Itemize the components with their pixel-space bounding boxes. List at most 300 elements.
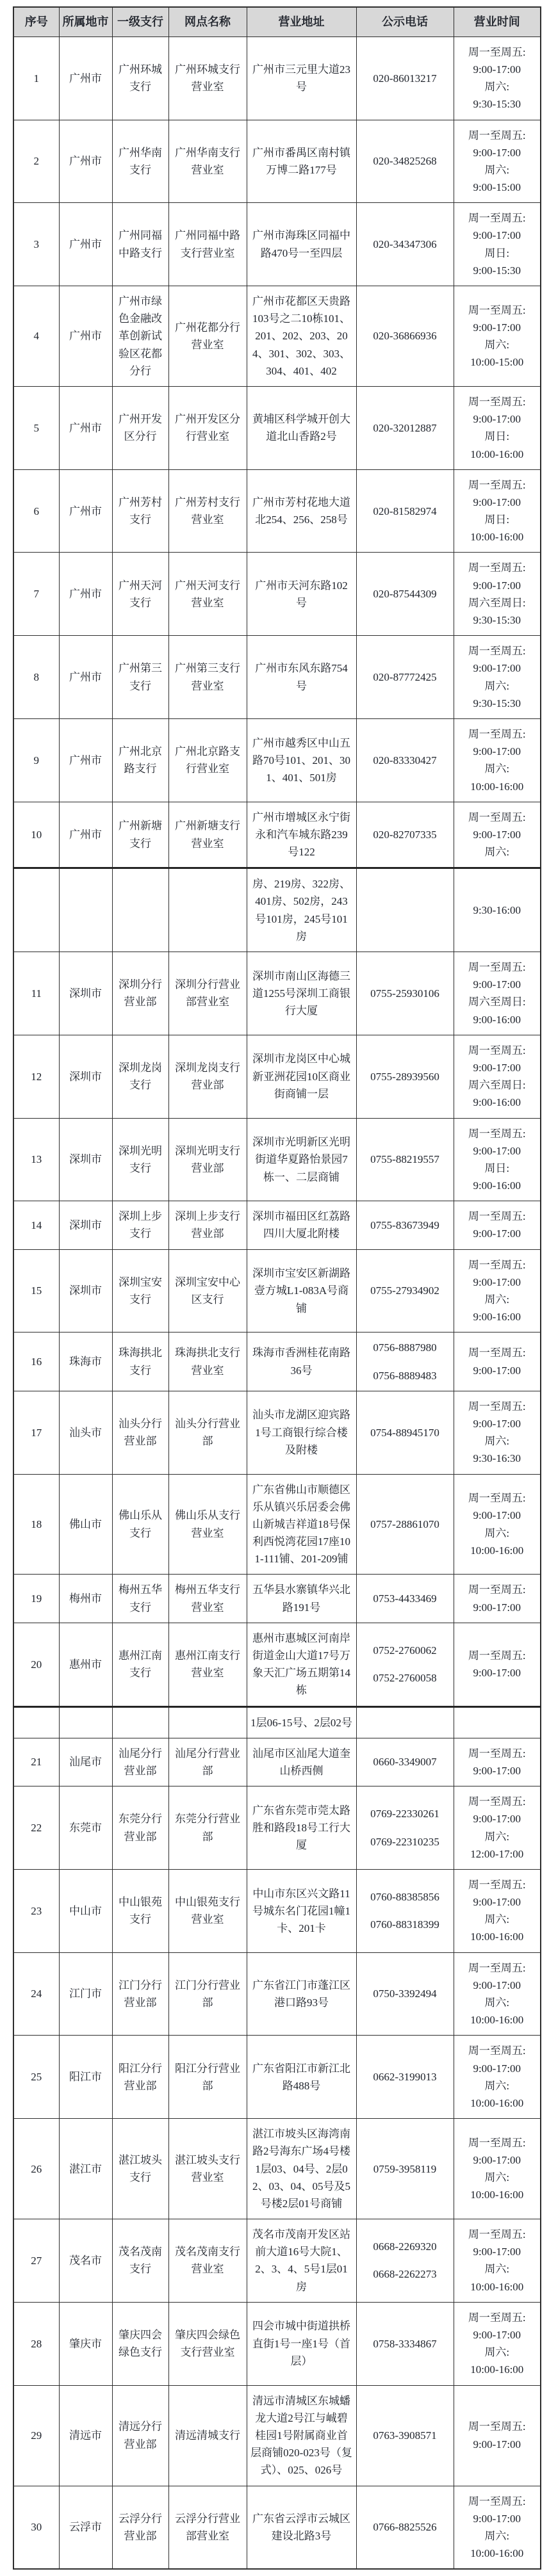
cell-phone	[356, 2119, 454, 2219]
table-row	[13, 286, 541, 387]
cell-branch: 茂名茂南支行	[112, 2219, 168, 2303]
table-row	[13, 636, 541, 719]
cell-city: 广州市	[59, 469, 112, 553]
hours-line: 9:00-15:00	[473, 181, 521, 194]
table-row	[13, 2486, 541, 2569]
hours-line: 9:00-15:30	[473, 264, 521, 277]
cell-address: 茂名市茂南开发区站前大道16号大院1、2、3、4、5号1层01房	[247, 2219, 356, 2303]
hours-line: 周一至周五:	[468, 2045, 526, 2057]
hours-line: 周一至周五:	[468, 2420, 526, 2433]
hours-line: 10:00-16:00	[470, 2280, 524, 2293]
cell-hours	[454, 469, 541, 553]
hours-line: 10:00-16:00	[470, 780, 524, 793]
hours-line: 周一至周五:	[468, 2311, 526, 2324]
hours-line: 周六:	[484, 81, 510, 93]
cell-outlet: 中山银苑支行营业室	[168, 1869, 247, 1952]
cell-city: 深圳市	[59, 952, 112, 1035]
table-row	[13, 1118, 541, 1201]
cell-address: 广东省阳江市新江北路488号	[247, 2036, 356, 2119]
hours-line: 周一至周五:	[468, 1795, 526, 1808]
cell-address: 广州市东风东路754号	[247, 636, 356, 719]
cell-phone	[356, 868, 454, 952]
cell-city: 广州市	[59, 386, 112, 469]
phone-number: 0759-3958119	[373, 2162, 437, 2175]
cell-outlet: 珠海拱北支行营业室	[168, 1333, 247, 1391]
table-row	[13, 1575, 541, 1623]
phone-number: 0754-88945170	[370, 1426, 439, 1439]
header-row	[13, 7, 541, 36]
phone-number: 020-32012887	[373, 421, 437, 434]
cell-city: 深圳市	[59, 1118, 112, 1201]
cell-branch: 肇庆四会绿色支行	[112, 2302, 168, 2385]
cell-outlet: 广州新塘支行营业室	[168, 802, 247, 868]
cell-branch: 广州天河支行	[112, 553, 168, 636]
phone-number: 0755-28939560	[370, 1070, 439, 1083]
cell-outlet: 茂名茂南支行营业室	[168, 2219, 247, 2303]
cell-no: 30	[13, 2486, 59, 2569]
hours-line: 9:00-17:00	[473, 2438, 521, 2450]
phone-number: 020-82707335	[373, 828, 437, 841]
cell-phone	[356, 1738, 454, 1786]
phone-number: 020-86013217	[373, 72, 437, 85]
cell-branch: 汕头分行营业部	[112, 1391, 168, 1474]
cell-hours	[454, 718, 541, 802]
cell-outlet: 东莞分行营业部	[168, 1786, 247, 1870]
hours-line: 9:00-17:00	[473, 579, 521, 592]
cell-branch: 深圳分行营业部	[112, 952, 168, 1035]
cell-no: 20	[13, 1623, 59, 1706]
cell-no: 13	[13, 1118, 59, 1201]
phone-number: 0769-22310235	[370, 1835, 439, 1848]
hours-line: 10:00-16:00	[470, 531, 524, 544]
cell-outlet: 广州同福中路支行营业室	[168, 203, 247, 286]
table-row	[13, 2385, 541, 2486]
cell-city: 珠海市	[59, 1333, 112, 1391]
hours-line: 9:00-16:00	[473, 1311, 521, 1324]
table-row	[13, 2119, 541, 2219]
phone-number: 0766-8825526	[373, 2521, 437, 2534]
cell-city: 汕尾市	[59, 1738, 112, 1786]
cell-address: 深圳市南山区海德三道1255号深圳工商银行大厦	[247, 952, 356, 1035]
hours-line: 9:00-16:00	[473, 1179, 521, 1192]
hours-line: 9:00-16:00	[473, 1013, 521, 1026]
cell-hours	[454, 1333, 541, 1391]
cell-city: 清远市	[59, 2385, 112, 2486]
cell-branch: 深圳上步支行	[112, 1201, 168, 1249]
hours-line: 10:00-16:00	[470, 2363, 524, 2376]
hours-line: 10:00-15:00	[470, 356, 524, 369]
cell-phone	[356, 636, 454, 719]
cell-address: 清远市清城区东城蟠龙大道2号江与峸碧桂园1号附属商业首层商铺020-023号（复式）、025、026号	[247, 2385, 356, 2486]
hours-line: 9:00-17:00	[473, 321, 521, 334]
hours-line: 周一至周五:	[468, 1747, 526, 1760]
cell-hours	[454, 1738, 541, 1786]
cell-address: 广州市花都区天贵路103号之二10栋101、201、202、203、204、301、302、303、304、401、402	[247, 286, 356, 387]
hours-line: 9:00-17:00	[473, 1417, 521, 1430]
cell-branch: 湛江坡头支行	[112, 2119, 168, 2219]
table-row	[13, 1035, 541, 1118]
cell-branch: 汕尾分行营业部	[112, 1738, 168, 1786]
cell-hours	[454, 1869, 541, 1952]
table-body	[13, 36, 541, 2569]
cell-no: 1	[13, 36, 59, 120]
cell-city: 广州市	[59, 802, 112, 868]
cell-no: 29	[13, 2385, 59, 2486]
hours-line: 周一至周五:	[468, 478, 526, 491]
hours-line: 9:00-17:00	[473, 413, 521, 426]
cell-branch: 云浮分行营业部	[112, 2486, 168, 2569]
hours-line: 10:00-16:00	[470, 448, 524, 460]
cell-phone	[356, 469, 454, 553]
cell-outlet: 深圳龙岗支行营业部	[168, 1035, 247, 1118]
cell-city	[59, 1706, 112, 1738]
cell-branch: 广州市绿色金融改革创新试验区花都分行	[112, 286, 168, 387]
cell-hours	[454, 2119, 541, 2219]
hours-line: 周一至周五:	[468, 1347, 526, 1359]
cell-no: 5	[13, 386, 59, 469]
cell-branch: 广州环城支行	[112, 36, 168, 120]
hours-line: 9:00-17:00	[473, 2062, 521, 2075]
hours-line: 周一至周五:	[468, 562, 526, 574]
cell-no: 12	[13, 1035, 59, 1118]
cell-hours	[454, 1201, 541, 1249]
hours-line: 9:00-17:00	[473, 1896, 521, 1909]
cell-branch: 广州开发区分行	[112, 386, 168, 469]
cell-phone	[356, 2219, 454, 2303]
cell-phone	[356, 1201, 454, 1249]
hours-line: 周一至周五:	[468, 212, 526, 225]
hours-line: 9:30-15:30	[473, 614, 521, 627]
cell-no: 27	[13, 2219, 59, 2303]
phone-number: 020-81582974	[373, 505, 437, 517]
cell-no: 22	[13, 1786, 59, 1870]
column-header: 营业时间	[454, 7, 541, 36]
cell-hours	[454, 802, 541, 868]
cell-branch: 广州芳村支行	[112, 469, 168, 553]
cell-hours	[454, 1952, 541, 2036]
cell-city: 茂名市	[59, 2219, 112, 2303]
cell-outlet: 肇庆四会绿色支行营业室	[168, 2302, 247, 2385]
cell-branch: 惠州江南支行	[112, 1623, 168, 1706]
hours-line: 9:00-17:00	[473, 978, 521, 991]
column-header: 一级支行	[112, 7, 168, 36]
cell-branch: 广州华南支行	[112, 120, 168, 203]
hours-line: 10:00-16:00	[470, 2547, 524, 2560]
cell-hours	[454, 386, 541, 469]
column-header: 所属地市	[59, 7, 112, 36]
cell-address: 广东省江门市蓬江区港口路93号	[247, 1952, 356, 2036]
cell-phone	[356, 203, 454, 286]
hours-line: 9:00-17:00	[473, 1144, 521, 1157]
cell-outlet	[168, 868, 247, 952]
cell-address: 惠州市惠城区河南岸街道金山大道17号万象天汇广场五期第14栋	[247, 1623, 356, 1706]
phone-number: 0760-88318399	[370, 1918, 439, 1931]
cell-no: 10	[13, 802, 59, 868]
phone-number: 0756-8889483	[373, 1369, 437, 1382]
table-row	[13, 36, 541, 120]
table-row	[13, 1786, 541, 1870]
hours-line: 周日:	[484, 430, 510, 443]
hours-line: 周一至周五:	[468, 645, 526, 658]
cell-city: 肇庆市	[59, 2302, 112, 2385]
hours-line: 周一至周五:	[468, 1649, 526, 1662]
cell-branch: 阳江分行营业部	[112, 2036, 168, 2119]
hours-line: 9:00-17:00	[473, 1979, 521, 1991]
cell-hours	[454, 868, 541, 952]
phone-number: 0760-88385856	[370, 1891, 439, 1904]
hours-line: 9:00-17:00	[473, 1667, 521, 1680]
cell-branch: 广州第三支行	[112, 636, 168, 719]
hours-line: 10:00-16:00	[470, 1544, 524, 1557]
cell-branch: 珠海拱北支行	[112, 1333, 168, 1391]
cell-phone	[356, 1118, 454, 1201]
table-row	[13, 1952, 541, 2036]
hours-line: 周一至周五:	[468, 811, 526, 823]
cell-outlet: 广州环城支行营业室	[168, 36, 247, 120]
cell-city: 江门市	[59, 1952, 112, 2036]
hours-line: 周一至周五:	[468, 1258, 526, 1271]
cell-no: 4	[13, 286, 59, 387]
branch-network-table	[13, 6, 541, 2570]
table-row-continuation	[13, 1706, 541, 1738]
cell-city: 云浮市	[59, 2486, 112, 2569]
hours-line: 周一至周五:	[468, 45, 526, 58]
cell-address: 汕尾市区汕尾大道奎山桥西侧	[247, 1738, 356, 1786]
hours-line: 周六:	[484, 1913, 510, 1926]
cell-outlet: 云浮分行营业部营业室	[168, 2486, 247, 2569]
cell-branch: 深圳龙岗支行	[112, 1035, 168, 1118]
hours-line: 9:00-17:00	[473, 1061, 521, 1074]
table-row	[13, 2219, 541, 2303]
cell-phone	[356, 2036, 454, 2119]
cell-branch: 广州新塘支行	[112, 802, 168, 868]
phone-number: 020-83330427	[373, 754, 437, 766]
cell-address: 广州市海珠区同福中路470号一至四层	[247, 203, 356, 286]
cell-address: 房、219房、322房、401房、502房，243号101房，245号101房	[247, 868, 356, 952]
cell-address: 湛江市坡头区海湾南路2号海东广场4号楼1层03、04号、2层02、03、04、05号及5号楼2层01号商铺	[247, 2119, 356, 2219]
cell-city: 梅州市	[59, 1575, 112, 1623]
cell-hours	[454, 636, 541, 719]
table-row	[13, 1474, 541, 1575]
hours-line: 9:00-16:00	[473, 1096, 521, 1109]
phone-number: 0757-28861070	[370, 1518, 439, 1530]
cell-address: 汕头市龙湖区迎宾路1号工商银行综合楼及附楼	[247, 1391, 356, 1474]
cell-outlet: 惠州江南支行营业室	[168, 1623, 247, 1706]
table-row	[13, 1738, 541, 1786]
hours-line: 9:30-16:00	[473, 904, 521, 917]
hours-line: 周一至周五:	[468, 1044, 526, 1057]
cell-city: 广州市	[59, 120, 112, 203]
hours-line: 周六至周日:	[468, 596, 526, 609]
cell-branch	[112, 868, 168, 952]
cell-hours	[454, 2036, 541, 2119]
phone-number: 020-87544309	[373, 588, 437, 601]
cell-phone	[356, 2486, 454, 2569]
hours-line: 9:00-17:00	[473, 2512, 521, 2525]
hours-line: 9:00-17:00	[473, 1276, 521, 1288]
table-row	[13, 1201, 541, 1249]
cell-address: 广东省云浮市云城区建设北路3号	[247, 2486, 356, 2569]
cell-no: 18	[13, 1474, 59, 1575]
cell-city: 湛江市	[59, 2119, 112, 2219]
phone-number: 0660-3349007	[373, 1756, 437, 1769]
hours-line: 10:00-16:00	[470, 2014, 524, 2027]
column-header: 网点名称	[168, 7, 247, 36]
cell-outlet: 梅州五华支行营业室	[168, 1575, 247, 1623]
cell-branch: 佛山乐从支行	[112, 1474, 168, 1575]
cell-phone	[356, 802, 454, 868]
hours-line: 周六:	[484, 163, 510, 176]
phone-number: 0763-3908571	[373, 2429, 437, 2442]
hours-line: 9:00-17:00	[473, 2153, 521, 2166]
hours-line: 周日:	[484, 514, 510, 526]
hours-line: 周六:	[484, 846, 510, 859]
cell-address: 中山市东区兴文路11号城东名门花园1幢1卡、201卡	[247, 1869, 356, 1952]
hours-line: 周六:	[484, 763, 510, 775]
cell-phone	[356, 1575, 454, 1623]
cell-branch: 广州北京路支行	[112, 718, 168, 802]
cell-hours	[454, 1035, 541, 1118]
hours-line: 周六:	[484, 1435, 510, 1448]
phone-number: 0753-4433469	[373, 1592, 437, 1605]
cell-address: 深圳市光明新区光明街道华夏路怡景园7栋一、二层商铺	[247, 1118, 356, 1201]
cell-outlet: 阳江分行营业部	[168, 2036, 247, 2119]
cell-phone	[356, 2302, 454, 2385]
cell-city: 东莞市	[59, 1786, 112, 1870]
hours-line: 周日:	[484, 247, 510, 259]
cell-hours	[454, 203, 541, 286]
cell-address: 深圳市龙岗区中心城新亚洲花园10区商业街商铺一层	[247, 1035, 356, 1118]
cell-outlet: 江门分行营业部	[168, 1952, 247, 2036]
table-row	[13, 718, 541, 802]
hours-line: 周六:	[484, 1830, 510, 1843]
hours-line: 周一至周五:	[468, 1492, 526, 1505]
cell-no	[13, 1706, 59, 1738]
cell-address: 深圳市福田区红荔路四川大厦北附楼	[247, 1201, 356, 1249]
cell-no: 21	[13, 1738, 59, 1786]
hours-line: 周六:	[484, 2529, 510, 2542]
column-header: 营业地址	[247, 7, 356, 36]
table-row	[13, 386, 541, 469]
cell-phone	[356, 1333, 454, 1391]
phone-number: 0756-8887980	[373, 1341, 437, 1354]
cell-no: 17	[13, 1391, 59, 1474]
hours-line: 周一至周五:	[468, 961, 526, 974]
hours-line: 周六:	[484, 679, 510, 692]
cell-phone	[356, 386, 454, 469]
phone-number: 0758-3334867	[373, 2337, 437, 2350]
phone-number: 0752-2760062	[373, 1644, 437, 1657]
cell-outlet: 湛江坡头支行营业室	[168, 2119, 247, 2219]
hours-line: 周六:	[484, 2263, 510, 2276]
hours-line: 周一至周五:	[468, 1961, 526, 1974]
cell-no: 24	[13, 1952, 59, 2036]
hours-line: 9:00-17:00	[473, 1227, 521, 1240]
cell-no: 11	[13, 952, 59, 1035]
cell-branch: 广州同福中路支行	[112, 203, 168, 286]
hours-line: 9:00-17:00	[473, 229, 521, 242]
cell-branch: 梅州五华支行	[112, 1575, 168, 1623]
cell-city: 广州市	[59, 636, 112, 719]
cell-hours	[454, 286, 541, 387]
cell-city: 阳江市	[59, 2036, 112, 2119]
hours-line: 10:00-16:00	[470, 2189, 524, 2201]
cell-outlet: 汕尾分行营业部	[168, 1738, 247, 1786]
cell-outlet: 广州开发区分行营业室	[168, 386, 247, 469]
cell-outlet	[168, 1706, 247, 1738]
table-row	[13, 1391, 541, 1474]
hours-line: 9:00-17:00	[473, 2329, 521, 2342]
cell-phone	[356, 1623, 454, 1706]
cell-hours	[454, 1786, 541, 1870]
cell-phone	[356, 286, 454, 387]
hours-line: 9:00-17:00	[473, 1509, 521, 1522]
cell-phone	[356, 1869, 454, 1952]
cell-phone	[356, 952, 454, 1035]
hours-line: 周一至周五:	[468, 304, 526, 316]
phone-number: 0668-2262273	[373, 2268, 437, 2281]
hours-line: 周一至周五:	[468, 1127, 526, 1140]
cell-address: 广州市番禺区南村镇万博二路177号	[247, 120, 356, 203]
cell-city: 广州市	[59, 203, 112, 286]
cell-no: 23	[13, 1869, 59, 1952]
phone-number: 020-87772425	[373, 671, 437, 684]
cell-no: 16	[13, 1333, 59, 1391]
cell-hours	[454, 36, 541, 120]
hours-line: 周一至周五:	[468, 395, 526, 408]
cell-phone	[356, 120, 454, 203]
hours-line: 周六:	[484, 2171, 510, 2184]
cell-no: 8	[13, 636, 59, 719]
hours-line: 9:00-17:00	[473, 1601, 521, 1614]
hours-line: 周一至周五:	[468, 2136, 526, 2149]
table-row	[13, 1333, 541, 1391]
cell-outlet: 深圳光明支行营业部	[168, 1118, 247, 1201]
cell-phone	[356, 1249, 454, 1333]
cell-hours	[454, 2219, 541, 2303]
cell-outlet: 清远清城支行	[168, 2385, 247, 2486]
cell-branch: 江门分行营业部	[112, 1952, 168, 2036]
hours-line: 9:30-16:30	[473, 1452, 521, 1465]
cell-phone	[356, 1474, 454, 1575]
hours-line: 周六:	[484, 1293, 510, 1306]
hours-line: 9:00-17:00	[473, 745, 521, 758]
hours-line: 10:00-16:00	[470, 1931, 524, 1943]
cell-outlet: 广州第三支行营业室	[168, 636, 247, 719]
cell-city: 深圳市	[59, 1201, 112, 1249]
cell-address: 珠海市香洲桂花南路36号	[247, 1333, 356, 1391]
cell-city: 广州市	[59, 718, 112, 802]
cell-phone	[356, 2385, 454, 2486]
table-row	[13, 1869, 541, 1952]
hours-line: 9:30-15:30	[473, 697, 521, 709]
cell-city	[59, 868, 112, 952]
hours-line: 周六至周日:	[468, 996, 526, 1009]
hours-line: 9:00-17:00	[473, 1764, 521, 1777]
cell-branch	[112, 1706, 168, 1738]
cell-city: 深圳市	[59, 1249, 112, 1333]
cell-address: 四会市城中街道拱桥直街1号一座1号（首层）	[247, 2302, 356, 2385]
table-row	[13, 1249, 541, 1333]
hours-line: 周六至周日:	[468, 1079, 526, 1092]
cell-no: 9	[13, 718, 59, 802]
hours-line: 周一至周五:	[468, 1210, 526, 1223]
cell-phone	[356, 1391, 454, 1474]
cell-phone	[356, 1952, 454, 2036]
cell-no: 15	[13, 1249, 59, 1333]
cell-hours	[454, 952, 541, 1035]
table-row	[13, 2302, 541, 2385]
